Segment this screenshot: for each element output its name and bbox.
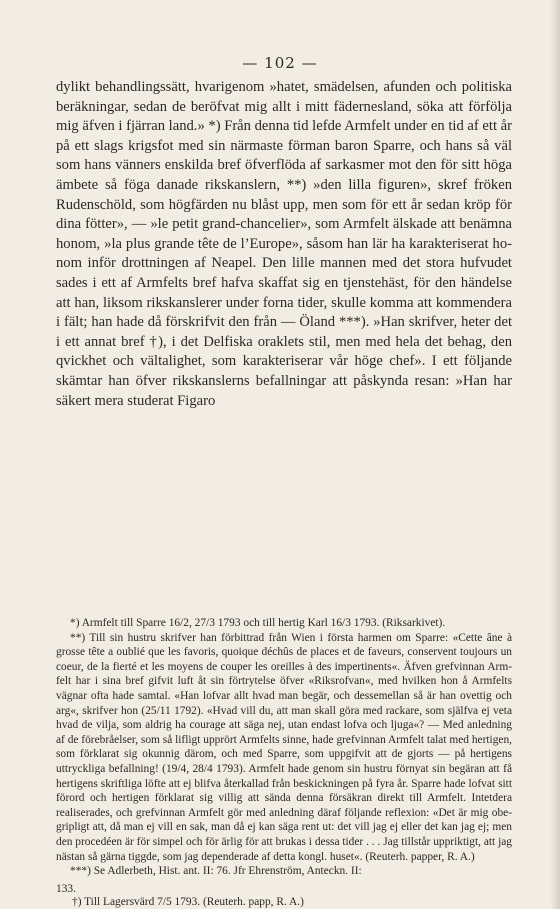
page-edge-shadow	[550, 0, 560, 909]
footnote-4: †) Till Lagersvärd 7/5 1793. (Reuterh. papp, R. A.)	[72, 896, 304, 908]
footnote-1: *) Armfelt till Sparre 16/2, 27/3 1793 och till hertig Karl 16/3 1793. (Riksarkivet).	[70, 617, 446, 629]
page-number: — 102 —	[242, 54, 318, 72]
main-paragraph: dylikt behandlingssätt, hvarigenom »hatet, smädelsen, afunden och politiska beräkningar, sedan de beröfvat mig allt i mitt fädernesland, söka att förfölja mig äfven i fjärran land.» *) Från denna tid lefde Armfelt under en tid af ett år på ett slags krigsfot med sin närmaste förman baron Sparre, och hans så väl som hans vänners enskilda bref öfverflöda af sarkasmer mot den för sitt höga ämbete så föga danade rikskanslern, **) »den lilla figuren», skref fröken Rudenschöld, som högfärden nu blåst upp, men som för ett år sedan kröp för dina fötter», — »le petit grand-chancelier», som Armfelt älskade att benämna honom, »la plus grande tête de l’Europe», såsom han lär ha karakteriserat honom inför drottningen af Neapel. Den lille mannen med det stora hufvudet sades i ett af Armfelts bref hafva skaffat sig en tjenstehäst, för den händelse att han, liksom rikskanslerer under forna tider, skulle komma att kommendera i fält; han hade då förskrifvit den från — Öland ***). »Han skrifver, heter det i ett annat bref †), i det Delfiska oraklets stil, men med hela det behag, den qvickhet och vältalighet, som karakteriserar vår höge chef». I ett följande skämtar han öfver rikskanslerns befallningar att påskynda resan: »Han har säkert mera studerat Figaro	[56, 79, 512, 409]
signature-mark: 133.	[56, 883, 76, 895]
main-text	[56, 78, 512, 411]
footnotes	[56, 616, 512, 879]
footnote-3: ***) Se Adlerbeth, Hist. ant. II: 76. Jfr Ehrenström, Anteckn. II:	[70, 865, 362, 878]
footnote-2: **) Till sin hustru skrifver han förbittrad från Wien i första harmen om Sparre: «Cette âne à grosse tête a oublié que les favoris, quoique déchûs de places et de faveurs, conservent toujours un coeur, de la fierté et les moyens de couper les oreilles à des impertinents«. Äfven grefvinnan Armfelt har i sina bref gifvit luft åt sin förtrytelse öfver «Riksrofvan«, med hvilken hon å Armfelts vägnar ofta hade samtal. «Han lofvar allt hvad man begär, och dessemellan så är han ovettig och arg«, skrifver hon (25/11 1792). «Hvad vill du, att man skall göra med rackare, som själfva ej veta hvad de vilja, som aldrig ha courage att säga nej, utan endast lofva och ljuga«? — Med anledning af de förebråelser, som så lifligt upprört Armfelts sinne, hade grefvinnan Armfelt talat med hertigen, som förklarat sig okunnig därom, och med Sparre, som uppgifvit att de gjorts — på hertigens uttryckliga befallning! (19/4, 28/4 1793). Armfelt hade genom sin hustru förnyat sin begäran att få hertigens skriftliga löfte att ej blifva återkallad från beskickningen på fyra år. Sparre hade lofvat sitt förord och hertigen förklarat sig villig att sända denna försäkran direkt till Armfelt. Intetdera realiserades, och grefvinnan Armfelt gör med anledning däraf följande reflexion: «Det är mig obegripligt att, då man ej vill en sak, man då ej kan säga rent ut: det vill jag ej eller det kan jag ej; men den procedéen är för simpel och för ärlig för att brukas i dessa tider . . . Jag tillstår uppriktigt, att jag nästan så gärna tiggde, som jag dependerade af detta kongl. huset«. (Reuterh. papper, R. A.)	[56, 631, 512, 863]
